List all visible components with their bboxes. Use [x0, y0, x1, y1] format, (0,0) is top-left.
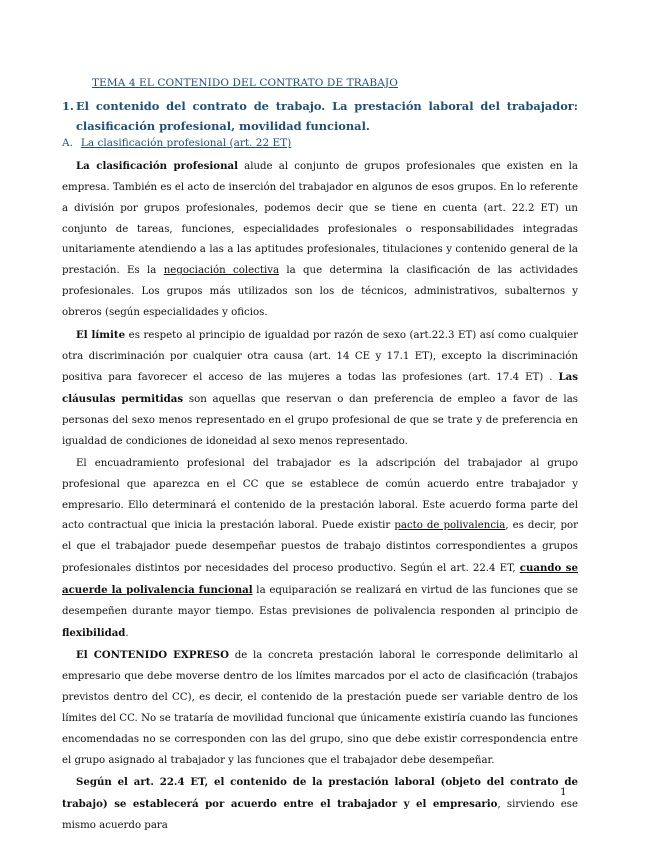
term-acuerdo: , el contenido de la prestación laboral (objeto del contrato de trabajo) se establecerá por acuerdo entre el trabajador y el empresario	[62, 776, 578, 811]
paragraph-3-text-mid: , es decir, por el que el trabajador puede desempeñar puestos de trabajo distintos correspondientes a grupos profesionales distintos por necesidades del proceso productivo. Según el art. 22.4 ET,	[62, 520, 578, 575]
term-limite: El límite	[76, 328, 126, 341]
term-clasificacion: La clasificación profesional	[76, 160, 238, 172]
paragraph-3-text-end: .	[125, 627, 129, 639]
paragraph-4-lead: El	[76, 649, 94, 662]
paragraph-1-text: alude al conjunto de grupos profesionales que existen en la empresa. También es el acto de inserción del trabajador en algunos de esos grupos. En lo referente a división por grupos profesionales, podemos decir que se tiene en cuenta (art. 22.2 ET) un conjunto de tareas, funciones, especialidades profesionales o responsabilidades integradas unitariamente atendiendo a las a las aptitudes profesionales, titulaciones y contenido general de la prestación. Es la	[62, 161, 578, 277]
paragraph-3	[62, 454, 578, 645]
paragraph-5-lead: Según el	[76, 776, 134, 789]
term-art-22-4: art. 22.4 ET	[133, 776, 205, 789]
page-number: 1	[560, 786, 567, 798]
paragraph-2	[62, 325, 578, 453]
body-text	[62, 156, 578, 838]
paragraph-1-text-end: la que determina la clasificación de las actividades profesionales. Los grupos más utilizados son los de técnicos, administrativos, subalternos y obreros (según especialidades y oficios.	[62, 265, 578, 318]
section-title: El contenido del contrato de trabajo. La prestación laboral del trabajador: clasificación profesional, movilidad funcional.	[76, 99, 578, 133]
paragraph-2-text: es respeto al principio de igualdad por razón de sexo (art.22.3 ET) así como cualquier otra discriminación por cualquier otra causa (art. 14 CE y 17.1 ET), excepto la discriminación positiva para favorecer el acceso de las mujeres a todas las profesiones (art. 17.4 ET) .	[62, 329, 578, 384]
section-number: 1.	[62, 99, 74, 113]
paragraph-4-text: de la concreta prestación laboral le corresponde delimitarlo al empresario que debe moverse dentro de los límites marcados por el acto de clasificación (trabajos previstos dentro del CC), es decir, el contenido de la prestación puede ser variable dentro de los límites del CC. No se trataría de movilidad funcional que únicamente existiría cuando las funciones encomendadas no se corresponden con las del grupo, sino que debe existir correspondencia entre el grupo asignado al trabajador y las funciones que el trabajador debe desempeñar.	[62, 650, 578, 766]
term-contenido-expreso: CONTENIDO EXPRESO	[93, 649, 229, 662]
subsection-letter: A.	[62, 137, 73, 149]
term-polivalencia-funcional: cuando se acuerde la polivalencia funcional	[62, 562, 578, 596]
paragraph-5-text-end: , sirviendo ese mismo acuerdo para	[62, 799, 578, 832]
subsection-heading	[62, 137, 291, 149]
paragraph-4	[62, 645, 578, 771]
paragraph-3-text-late: la equiparación se realizará en virtud de las funciones que se desempeñen durante mayor tiempo. Estas previsiones de polivalencia responden al principio de	[62, 584, 578, 617]
paragraph-5	[62, 772, 578, 837]
subsection-title: La clasificación profesional (art. 22 ET)	[80, 137, 292, 149]
term-negociacion-colectiva: negociación colectiva	[163, 265, 280, 277]
paragraph-3-text: El encuadramiento profesional del trabajador es la adscripción del trabajador al grupo profesional que aparezca en el CC que se establece de común acuerdo entre trabajador y empresario. Ello determinará el contenido de la prestación laboral. Este acuerdo forma parte del acto contractual que inicia la prestación laboral. Puede existir	[62, 457, 578, 532]
section-heading	[62, 96, 578, 136]
document-title: TEMA 4 EL CONTENIDO DEL CONTRATO DE TRABAJO	[92, 77, 398, 89]
paragraph-2-text-end: son aquellas que reservan o dan preferencia de empleo a favor de las personas del sexo menos representado en el grupo profesional de que se trate y de preferencia en igualdad de condiciones de idoneidad al sexo menos representado.	[62, 394, 578, 447]
term-pacto-polivalencia: pacto de polivalencia	[394, 520, 506, 532]
paragraph-1	[62, 156, 578, 324]
term-clausulas-permitidas: Las cláusulas permitidas	[62, 371, 578, 406]
term-flexibilidad: flexibilidad	[62, 626, 126, 639]
